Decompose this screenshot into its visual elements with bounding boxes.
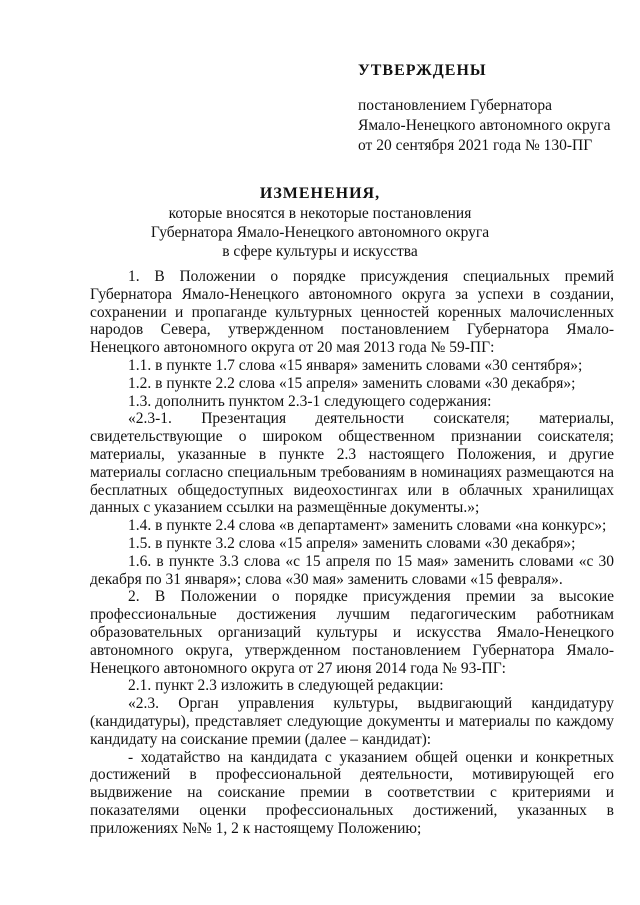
paragraph-1: 1. В Положении о порядке присуждения специальных премий Губернатора Ямало-Ненецкого автономного округа за успехи в создании, сохранении и пропаганде культурных ценностей коренных малочисленных народов Севера, утвержденном постановлением Губернатора Ямало-Ненецкого автономного округа от 20 мая 2013 года № 59-ПГ: [90, 268, 614, 357]
document-body [90, 268, 614, 838]
approval-line: Ямало-Ненецкого автономного округа [358, 117, 611, 134]
approval-line: постановлением Губернатора [358, 97, 553, 114]
paragraph-1-5: 1.5. в пункте 3.2 слова «15 апреля» заменить словами «30 декабря»; [128, 534, 576, 552]
paragraph-2-1: 2.1. пункт 2.3 изложить в следующей редакции: [128, 677, 444, 695]
paragraph-1-1: 1.1. в пункте 1.7 слова «15 января» заменить словами «30 сентября»; [128, 356, 583, 374]
paragraph-2-3-1-quote: «2.3-1. Презентация деятельности соискателя; материалы, свидетельствующие о широком общественном признании соискателя; материалы, указанные в пункте 2.3 настоящего Положения, и другие материалы согласно специальным требованиям в номинациях размещаются на бесплатных общедоступных видеохостингах или в облачных хранилищах данных с указанием ссылки на размещённые документы.»; [90, 410, 614, 517]
paragraph-1-4: 1.4. в пункте 2.4 слова «в департамент» заменить словами «на конкурс»; [128, 517, 607, 535]
approval-title: УТВЕРЖДЕНЫ [358, 62, 487, 79]
paragraph-1-2: 1.2. в пункте 2.2 слова «15 апреля» заменить словами «30 декабря»; [128, 374, 576, 392]
paragraph-2-3-quote: «2.3. Орган управления культуры, выдвигающий кандидатуру (кандидатуры), представляет следующие документы и материалы по каждому кандидату на соискание премии (далее – кандидат): [90, 695, 614, 748]
paragraph-1-6: 1.6. в пункте 3.3 слова «с 15 апреля по 15 мая» заменить словами «с 30 декабря по 31 января»; слова «30 мая» заменить словами «15 февраля». [90, 552, 614, 588]
heading-title: ИЗМЕНЕНИЯ, [259, 185, 381, 202]
paragraph-2: 2. В Положении о порядке присуждения премии за высокие профессиональные достижения лучшим педагогическим работникам образовательных организаций культуры и искусства Ямало-Ненецкого автономного округа, утвержденном постановлением Губернатора Ямало-Ненецкого автономного округа от 27 июня 2014 года № 93-ПГ: [90, 588, 614, 677]
heading-line: в сфере культуры и искусства [222, 243, 418, 260]
paragraph-1-3: 1.3. дополнить пунктом 2.3-1 следующего содержания: [128, 392, 492, 410]
approval-line: от 20 сентября 2021 года № 130-ПГ [358, 137, 593, 154]
heading-line: которые вносятся в некоторые постановления [168, 205, 472, 222]
document-heading [70, 184, 570, 261]
approval-block [358, 96, 610, 156]
paragraph-list-item: - ходатайство на кандидата с указанием общей оценки и конкретных достижений в профессиональной деятельности, мотивирующей его выдвижение на соискание премии в соответствии с критериями и показателями оценки профессиональных достижений, указанных в приложениях №№ 1, 2 к настоящему Положению; [90, 748, 614, 837]
heading-line: Губернатора Ямало-Ненецкого автономного округа [150, 224, 490, 241]
